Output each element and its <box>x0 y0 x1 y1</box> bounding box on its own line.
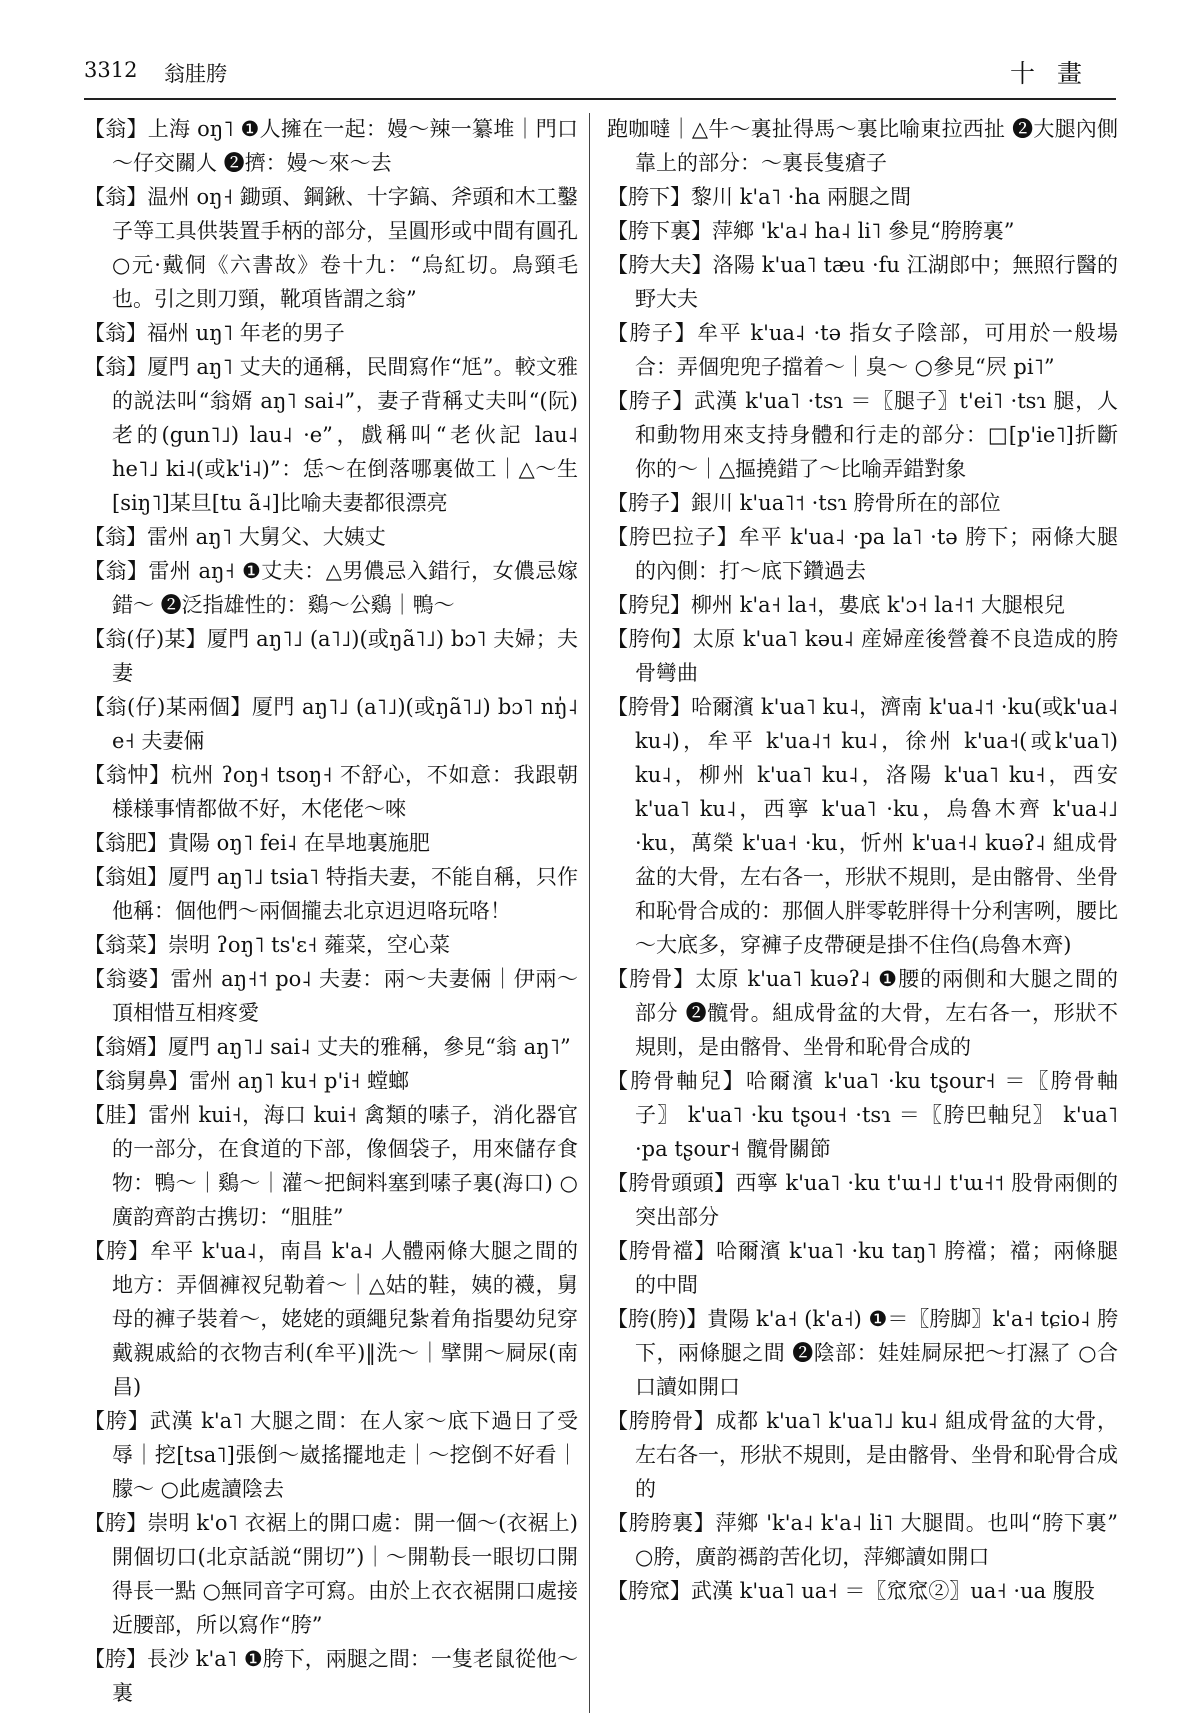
dictionary-entry: 【翁】雷州 aŋ˧ ❶丈夫：△男儂忌入錯行，女儂忌嫁錯～ ❷泛指雄性的：鷄～公鷄｜鴨～ <box>84 559 578 617</box>
dictionary-entry: 【胯骨頭頭】西寧 k'ua˥ ·ku t'ɯ˧˩ t'ɯ˧˦ 股骨兩側的突出部分 <box>607 1171 1118 1229</box>
dictionary-entry: 【翁】上海 oŋ˥ ❶人擁在一起：嫚～辣一纂堆｜門口～仔交關人 ❷擠：嫚～來～去 <box>84 117 578 175</box>
dictionary-entry: 【翁】厦門 aŋ˥ 丈夫的通稱，民間寫作“尪”。較文雅的説法叫“翁婿 aŋ˥ sai˨”，妻子背稱丈夫叫“(阮)老的(gun˥˩) lau˨ ·e”，戲稱叫“老伙記 lau˨ he˥˩ ki˨(或k'i˨)”：恁～在倒落哪裏做工｜△～生[siŋ˥]某旦[tu ã˨]比喻夫妻都很漂亮 <box>84 355 578 515</box>
stroke-count-section: 十畫 <box>1009 59 1104 88</box>
dictionary-entry: 【胯】長沙 k'a˥ ❶胯下，兩腿之間：一隻老鼠從他～裏 <box>84 1647 578 1705</box>
dictionary-entry: 【胯大夫】洛陽 k'ua˥ tæu ·fu 江湖郎中；無照行醫的野大夫 <box>607 253 1118 311</box>
dictionary-entry: 【胯】崇明 k'o˥ 衣裾上的開口處：開一個～(衣裾上)開個切口(北京話説“開切”)｜～開勒長一眼切口開得長一點 ○無同音字可寫。由於上衣衣裾開口處接近腰部，所以寫作“胯” <box>84 1511 578 1637</box>
dictionary-entry: 【胯下】黎川 k'a˥ ·ha 兩腿之間 <box>607 185 912 209</box>
dictionary-entry: 【胯】牟平 k'ua˨，南昌 k'a˨ 人體兩條大腿之間的地方：弄個褲衩兒勒着～｜△姑的鞋，姨的襪，舅母的褲子裝着～，姥姥的頭繩兒紮着角指嬰幼兒穿戴親戚給的衣物吉利(牟平)‖洗～｜擘開～屙尿(南昌) <box>84 1239 578 1399</box>
dictionary-entry: 【胯骨襠】哈爾濱 k'ua˥ ·ku taŋ˥ 胯襠；襠；兩條腿的中間 <box>607 1239 1118 1297</box>
dictionary-entry: 【翁婿】厦門 aŋ˥˩ sai˨ 丈夫的雅稱，參見“翁 aŋ˥” <box>84 1035 571 1059</box>
dictionary-entry: 【胯兒】柳州 k'a˧ la˧，婁底 k'ɔ˧ la˧˦ 大腿根兒 <box>607 593 1065 617</box>
page-number: 3312 <box>84 58 138 82</box>
dictionary-entry: 【胯子】牟平 k'ua˨ ·tə 指女子陰部，可用於一般場合：弄個兜兜子擋着～｜臭～ ○參見“屄 pi˥” <box>607 321 1118 379</box>
dictionary-entry: 【翁】温州 oŋ˧ 鋤頭、鋼鍬、十字鎬、斧頭和木工鑿子等工具供裝置手柄的部分，呈圓形或中間有圓孔 ○元·戴侗《六書故》卷十九：“烏紅切。鳥頸毛也。引之則刀頸，靴項皆謂之翁” <box>84 185 578 311</box>
dictionary-entry: 【胯骨軸兒】哈爾濱 k'ua˥ ·ku tʂour˧ ＝〖胯骨軸子〗 k'ua˥ ·ku tʂou˧ ·tsɿ ＝〖胯巴軸兒〗 k'ua˥ ·pa tʂour˧ 髖骨關節 <box>607 1069 1118 1161</box>
dictionary-entry: 【胯巴拉子】牟平 k'ua˨ ·pa la˥ ·tə 胯下；兩條大腿的內側：打～底下鑽過去 <box>607 525 1118 583</box>
dictionary-entry: 【翁姐】厦門 aŋ˥˩ tsia˥ 特指夫妻，不能自稱，只作他稱：個他們～兩個攏去北京迌迌咯玩咯！ <box>84 865 578 923</box>
dictionary-entry: 【胿】雷州 kui˧，海口 kui˧ 禽類的嗉子，消化器官的一部分，在食道的下部，像個袋子，用來儲存食物：鴨～｜鷄～｜灌～把飼料塞到嗉子裏(海口) ○廣韵齊韵古携切：“䏣胿” <box>84 1103 578 1229</box>
column-divider <box>589 113 590 1713</box>
dictionary-entry: 【胯下裏】萍鄉 'k'a˨ ha˨ li˥ 參見“胯胯裏” <box>607 219 1015 243</box>
dictionary-entry: 【胯】武漢 k'a˥ 大腿之間：在人家～底下過日了受辱｜挖[tsa˥]張倒～崴搖擺地走｜～挖倒不好看｜朦～ ○此處讀陰去 <box>84 1409 578 1501</box>
dictionary-entry: 【胯(胯)】貴陽 k'a˧ (k'a˧) ❶＝〖胯脚〗k'a˧ tɕio˨ 胯下，兩條腿之間 ❷陰部：娃娃屙尿把～打濕了 ○合口讀如開口 <box>607 1307 1119 1399</box>
dictionary-entry: 【翁婆】雷州 aŋ˧˦ po˨ 夫妻：兩～夫妻倆｜伊兩～頂相惜互相疼愛 <box>84 967 578 1025</box>
dictionary-entry: 【胯窊】武漢 k'ua˥ ua˧ ＝〖窊窊②〗ua˧ ·ua 腹股 <box>607 1579 1095 1603</box>
dictionary-entry: 【翁舅鼻】雷州 aŋ˥ ku˧ p'i˧ 螳螂 <box>84 1069 409 1093</box>
dictionary-entry: 【翁(仔)某】厦門 aŋ˥˩ (a˥˩)(或ŋã˥˩) bɔ˥ 夫婦；夫妻 <box>84 627 578 685</box>
dictionary-entry: 【胯子】銀川 k'ua˥˦ ·tsɿ 胯骨所在的部位 <box>607 491 1001 515</box>
dictionary-entry: 【翁】雷州 aŋ˥ 大舅父、大姨丈 <box>84 525 386 549</box>
dictionary-entry: 【胯胯骨】成都 k'ua˥ k'ua˥˩ ku˨ 組成骨盆的大骨，左右各一，形狀不規則，是由髂骨、坐骨和恥骨合成的 <box>607 1409 1118 1501</box>
page-header <box>84 50 1104 90</box>
dictionary-entry: 【翁菜】崇明 ʔoŋ˥ ts'ɛ˧ 蕹菜，空心菜 <box>84 933 451 957</box>
dictionary-entry: 【翁忡】杭州 ʔoŋ˧ tsoŋ˧ 不舒心，不如意：我跟朝様様事情都做不好，木佬佬～唻 <box>84 763 578 821</box>
dictionary-entry: 【翁】福州 uŋ˥ 年老的男子 <box>84 321 345 345</box>
dictionary-entry: 【胯佝】太原 k'ua˥ kəu˨ 産婦産後營養不良造成的胯骨彎曲 <box>607 627 1118 685</box>
dictionary-entry: 【胯骨】太原 k'ua˥ kuəʔ˨ ❶腰的兩側和大腿之間的部分 ❷髖骨。組成骨盆的大骨，左右各一，形狀不規則，是由髂骨、坐骨和恥骨合成的 <box>607 967 1118 1059</box>
dictionary-entry: 【胯骨】哈爾濱 k'ua˥ ku˨，濟南 k'ua˨˦ ·ku(或k'ua˨ ku˨)，牟平 k'ua˨˦ ku˨，徐州 k'ua˧(或k'ua˥) ku˨，柳州 k'ua˥ ku˨，洛陽 k'ua˥ ku˧，西安 k'ua˥ ku˨，西寧 k'ua˥ ·ku，烏魯木齊 k'ua˨˩ ·ku，萬榮 k'ua˧ ·ku，忻州 k'ua˧˨ kuəʔ˨ 組成骨盆的大骨，左右各一，形狀不規則，是由髂骨、坐骨和恥骨合成的：那個人胖零乾胖得十分利害咧，腰比～大底多，穿褲子皮帶硬是掛不住㑇(烏魯木齊) <box>607 695 1118 957</box>
right-column <box>607 112 1118 1608</box>
running-head-title: 翁胿胯 <box>164 62 227 86</box>
dictionary-entry: 【胯子】武漢 k'ua˥ ·tsɿ ＝〖腿子〗t'ei˥ ·tsɿ 腿，人和動物用來支持身體和行走的部分：□[p'ie˥]折斷你的～｜△摳撓錯了～比喻弄錯對象 <box>607 389 1118 481</box>
dictionary-entry: 跑咖噠｜△牛～裏扯得馬～裏比喻東拉西扯 ❷大腿內側靠上的部分：～裏長隻瘡子 <box>607 117 1118 175</box>
left-column <box>84 112 578 1710</box>
dictionary-entry: 【胯胯裏】萍鄉 'k'a˨ k'a˨ li˥ 大腿間。也叫“胯下裏” ○胯，廣韵禡韵苦化切，萍鄉讀如開口 <box>607 1511 1118 1569</box>
header-rule <box>84 98 1116 100</box>
dictionary-entry: 【翁(仔)某兩個】厦門 aŋ˥˩ (a˥˩)(或ŋã˥˩) bɔ˥ nŋ̍˨ e˧ 夫妻倆 <box>84 695 578 753</box>
dictionary-entry: 【翁肥】貴陽 oŋ˥ fei˨ 在旱地裏施肥 <box>84 831 430 855</box>
